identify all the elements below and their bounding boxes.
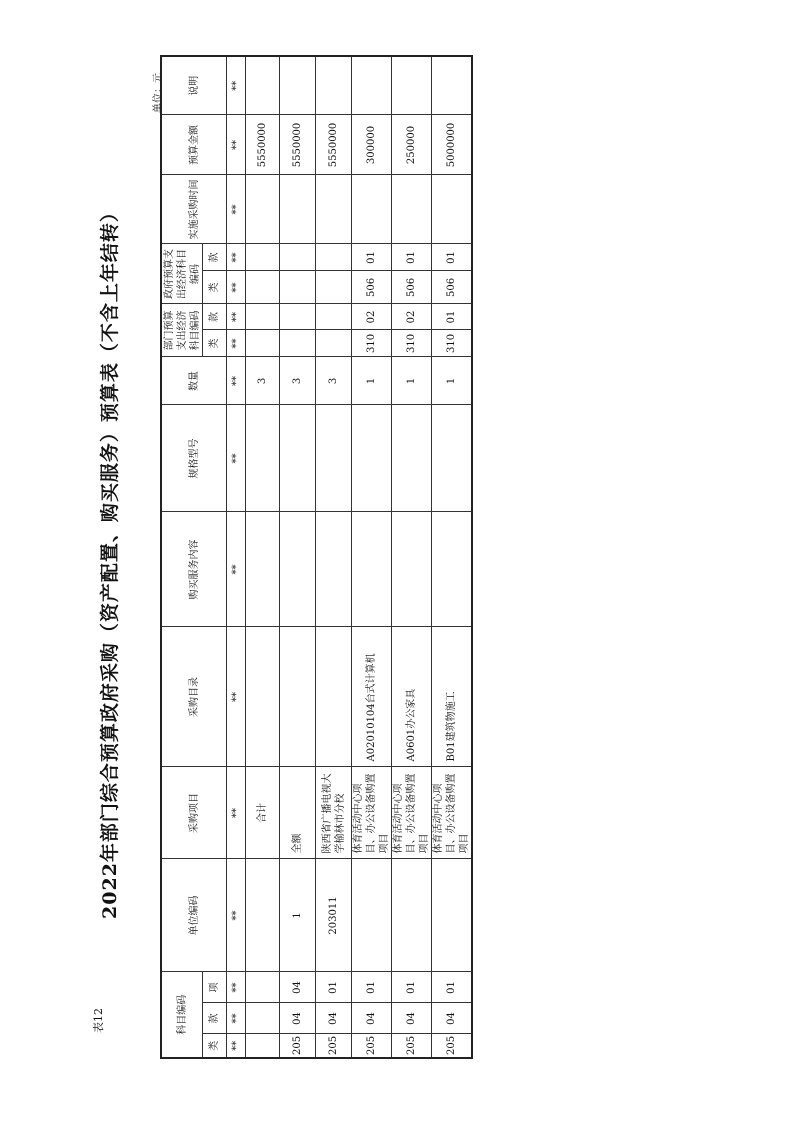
cell-unit-code [432, 859, 473, 972]
cell-dept-kuan [280, 304, 316, 330]
cell-dept-kuan [246, 304, 280, 330]
cell-quantity: 3 [280, 357, 316, 405]
cell-note [432, 56, 473, 115]
cell-spec [316, 405, 352, 512]
cell-xiang: 01 [352, 972, 392, 1003]
cell-dept-kuan: 02 [352, 304, 392, 330]
cell-spec [280, 405, 316, 512]
project-header: 采购项目 [161, 767, 227, 859]
cell-amount: 5550000 [280, 115, 316, 175]
table-row [316, 56, 352, 1058]
gov-econ-header: 政府预算支出经济科目编码 [161, 244, 203, 304]
cell-lei: 205 [352, 1034, 392, 1058]
cell-service [432, 512, 473, 627]
star-cell: ** [227, 1003, 246, 1034]
cell-note [316, 56, 352, 115]
star-cell: ** [227, 304, 246, 330]
star-cell: ** [227, 512, 246, 627]
amount-header: 预算金额 [161, 115, 227, 175]
cell-xiang: 01 [316, 972, 352, 1003]
cell-gov-lei: 506 [392, 271, 432, 304]
cell-spec [432, 405, 473, 512]
cell-note [392, 56, 432, 115]
table-row [352, 56, 392, 1058]
cell-quantity: 3 [316, 357, 352, 405]
cell-project: 陕西省广播电视大学榆林市分校 [316, 767, 352, 859]
cell-service [352, 512, 392, 627]
cell-xiang: 04 [280, 972, 316, 1003]
dept-lei-header: 类 [203, 330, 227, 357]
cell-xiang: 01 [432, 972, 473, 1003]
total-row [246, 56, 280, 1058]
cell-xiang: 01 [392, 972, 432, 1003]
cell-dept-kuan: 02 [392, 304, 432, 330]
cell-amount: 300000 [352, 115, 392, 175]
cell-dept-lei: 310 [352, 330, 392, 357]
service-header: 购买服务内容 [161, 512, 227, 627]
cell-gov-lei: 506 [432, 271, 473, 304]
cell-dept-lei [280, 330, 316, 357]
star-cell: ** [227, 1034, 246, 1058]
table-row [392, 56, 432, 1058]
cell-kuan [246, 1003, 280, 1034]
page-title: 2022年部门综合预算政府采购（资产配置、购买服务）预算表（不含上年结转） [99, 202, 121, 919]
cell-amount: 5550000 [316, 115, 352, 175]
star-cell: ** [227, 859, 246, 972]
cell-note [246, 56, 280, 115]
star-cell: ** [227, 405, 246, 512]
cell-gov-lei [246, 271, 280, 304]
dept-kuan-header: 款 [203, 304, 227, 330]
star-cell: ** [227, 56, 246, 115]
cell-project: 体育活动中心项目、办公设备购置项目 [432, 767, 473, 859]
xiang-header: 项 [203, 972, 227, 1003]
star-cell: ** [227, 627, 246, 767]
spec-header: 规格型号 [161, 405, 227, 512]
cell-unit-code: 1 [280, 859, 316, 972]
cell-gov-kuan: 01 [352, 244, 392, 271]
star-cell: ** [227, 115, 246, 175]
cell-project: 合计 [246, 767, 280, 859]
cell-kuan: 04 [280, 1003, 316, 1034]
cell-quantity: 1 [352, 357, 392, 405]
header-row-1 [161, 56, 203, 1058]
cell-time [392, 175, 432, 244]
note-header: 说明 [161, 56, 227, 115]
lei-header: 类 [203, 1034, 227, 1058]
cell-dept-lei [316, 330, 352, 357]
cell-service [316, 512, 352, 627]
cell-xiang [246, 972, 280, 1003]
cell-project: 全额 [280, 767, 316, 859]
cell-unit-code: 203011 [316, 859, 352, 972]
cell-catalog [280, 627, 316, 767]
placeholder-row [227, 56, 246, 1058]
star-cell: ** [227, 175, 246, 244]
cell-catalog [316, 627, 352, 767]
cell-amount: 5000000 [432, 115, 473, 175]
cell-dept-kuan [316, 304, 352, 330]
cell-quantity: 3 [246, 357, 280, 405]
cell-catalog: A02010104台式计算机 [352, 627, 392, 767]
time-header: 实施采购时间 [161, 175, 227, 244]
cell-spec [352, 405, 392, 512]
cell-time [316, 175, 352, 244]
gov-lei-header: 类 [203, 271, 227, 304]
cell-unit-code [352, 859, 392, 972]
cell-lei: 205 [432, 1034, 473, 1058]
cell-service [246, 512, 280, 627]
cell-unit-code [392, 859, 432, 972]
cell-time [280, 175, 316, 244]
unit-code-header: 单位编码 [161, 859, 227, 972]
star-cell: ** [227, 357, 246, 405]
cell-gov-kuan: 01 [392, 244, 432, 271]
table-number: 表12 [92, 1008, 105, 1033]
cell-service [280, 512, 316, 627]
cell-gov-lei [316, 271, 352, 304]
star-cell: ** [227, 244, 246, 271]
cell-lei: 205 [392, 1034, 432, 1058]
cell-time [432, 175, 473, 244]
cell-quantity: 1 [432, 357, 473, 405]
cell-gov-lei [280, 271, 316, 304]
cell-lei: 205 [316, 1034, 352, 1058]
budget-table [160, 55, 473, 1059]
star-cell: ** [227, 330, 246, 357]
cell-quantity: 1 [392, 357, 432, 405]
cell-unit-code [246, 859, 280, 972]
cell-catalog: A0601办公家具 [392, 627, 432, 767]
cell-amount: 5550000 [246, 115, 280, 175]
cell-catalog: B01建筑物施工 [432, 627, 473, 767]
cell-note [352, 56, 392, 115]
cell-kuan: 04 [316, 1003, 352, 1034]
cell-spec [246, 405, 280, 512]
cell-amount: 250000 [392, 115, 432, 175]
quantity-header: 数量 [161, 357, 227, 405]
cell-spec [392, 405, 432, 512]
cell-dept-lei [246, 330, 280, 357]
subject-code-header: 科目编码 [161, 972, 203, 1058]
cell-project: 体育活动中心项目、办公设备购置项目 [392, 767, 432, 859]
cell-lei: 205 [280, 1034, 316, 1058]
star-cell: ** [227, 271, 246, 304]
catalog-header: 采购目录 [161, 627, 227, 767]
cell-gov-kuan: 01 [432, 244, 473, 271]
cell-time [352, 175, 392, 244]
star-cell: ** [227, 972, 246, 1003]
cell-dept-kuan: 01 [432, 304, 473, 330]
cell-dept-lei: 310 [432, 330, 473, 357]
cell-catalog [246, 627, 280, 767]
cell-note [280, 56, 316, 115]
cell-time [246, 175, 280, 244]
unit-label: 单位：元 [153, 73, 164, 113]
cell-kuan: 04 [352, 1003, 392, 1034]
cell-dept-lei: 310 [392, 330, 432, 357]
dept-econ-header: 部门预算支出经济科目编码 [161, 304, 203, 357]
cell-service [392, 512, 432, 627]
star-cell: ** [227, 767, 246, 859]
cell-kuan: 04 [432, 1003, 473, 1034]
table-row [432, 56, 473, 1058]
cell-lei [246, 1034, 280, 1058]
cell-gov-kuan [246, 244, 280, 271]
cell-gov-lei: 506 [352, 271, 392, 304]
cell-gov-kuan [316, 244, 352, 271]
table-row [280, 56, 316, 1058]
cell-kuan: 04 [392, 1003, 432, 1034]
gov-kuan-header: 款 [203, 244, 227, 271]
cell-project: 体育活动中心项目、办公设备购置项目 [352, 767, 392, 859]
cell-gov-kuan [280, 244, 316, 271]
kuan-header: 款 [203, 1003, 227, 1034]
